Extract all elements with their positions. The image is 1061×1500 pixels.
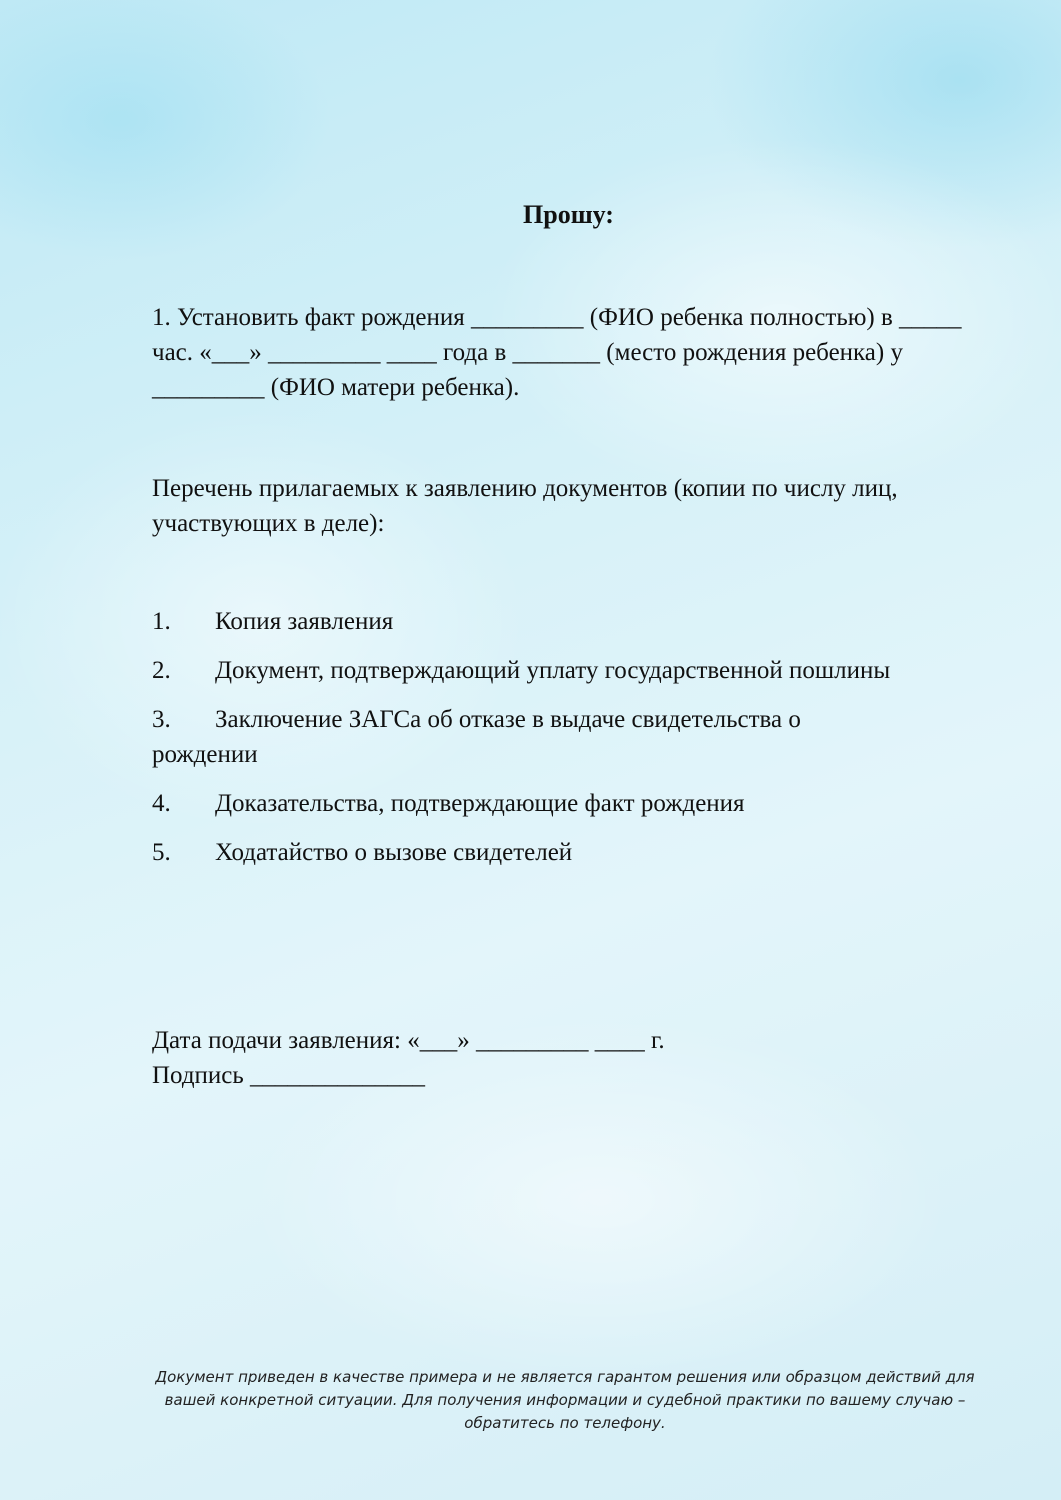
list-item-number: 5. [152, 839, 171, 866]
disclaimer-note: Документ приведен в качестве примера и не является гарантом решения или образцом действий для вашей конкретной ситуации. Для получения информации и судебной практики по вашему случаю – обратитесь по телефону. [155, 1368, 975, 1432]
attachments-intro: Перечень прилагаемых к заявлению документов (копии по числу лиц, участвующих в деле): [152, 475, 898, 537]
list-item-number: 2. [152, 657, 171, 684]
list-item-text: Копия заявления [215, 608, 394, 635]
list-item-text: Доказательства, подтверждающие факт рождения [215, 790, 745, 817]
page-title: Прошу: [523, 200, 614, 229]
list-item [152, 653, 912, 688]
list-item-text: Документ, подтверждающий уплату государственной пошлины [215, 657, 891, 684]
list-item-number: 1. [152, 608, 171, 635]
submission-date-line: Дата подачи заявления: «___» _________ ____ г. [152, 1027, 665, 1054]
list-item [152, 835, 912, 870]
list-item [152, 786, 912, 821]
list-item-text: Заключение ЗАГСа об отказе в выдаче свидетельства о рождении [152, 706, 801, 768]
list-item [152, 604, 912, 639]
list-item-text: Ходатайство о вызове свидетелей [215, 839, 573, 866]
request-paragraph: 1. Установить факт рождения _________ (ФИО ребенка полностью) в _____ час. «___» _________ ____ года в _______ (место рождения ребенка) у _________ (ФИО матери ребенка). [152, 304, 962, 401]
list-item-number: 3. [152, 706, 171, 733]
list-item-number: 4. [152, 790, 171, 817]
list-item [152, 702, 912, 772]
signature-line: Подпись ______________ [152, 1062, 426, 1089]
documents-list [152, 604, 912, 884]
